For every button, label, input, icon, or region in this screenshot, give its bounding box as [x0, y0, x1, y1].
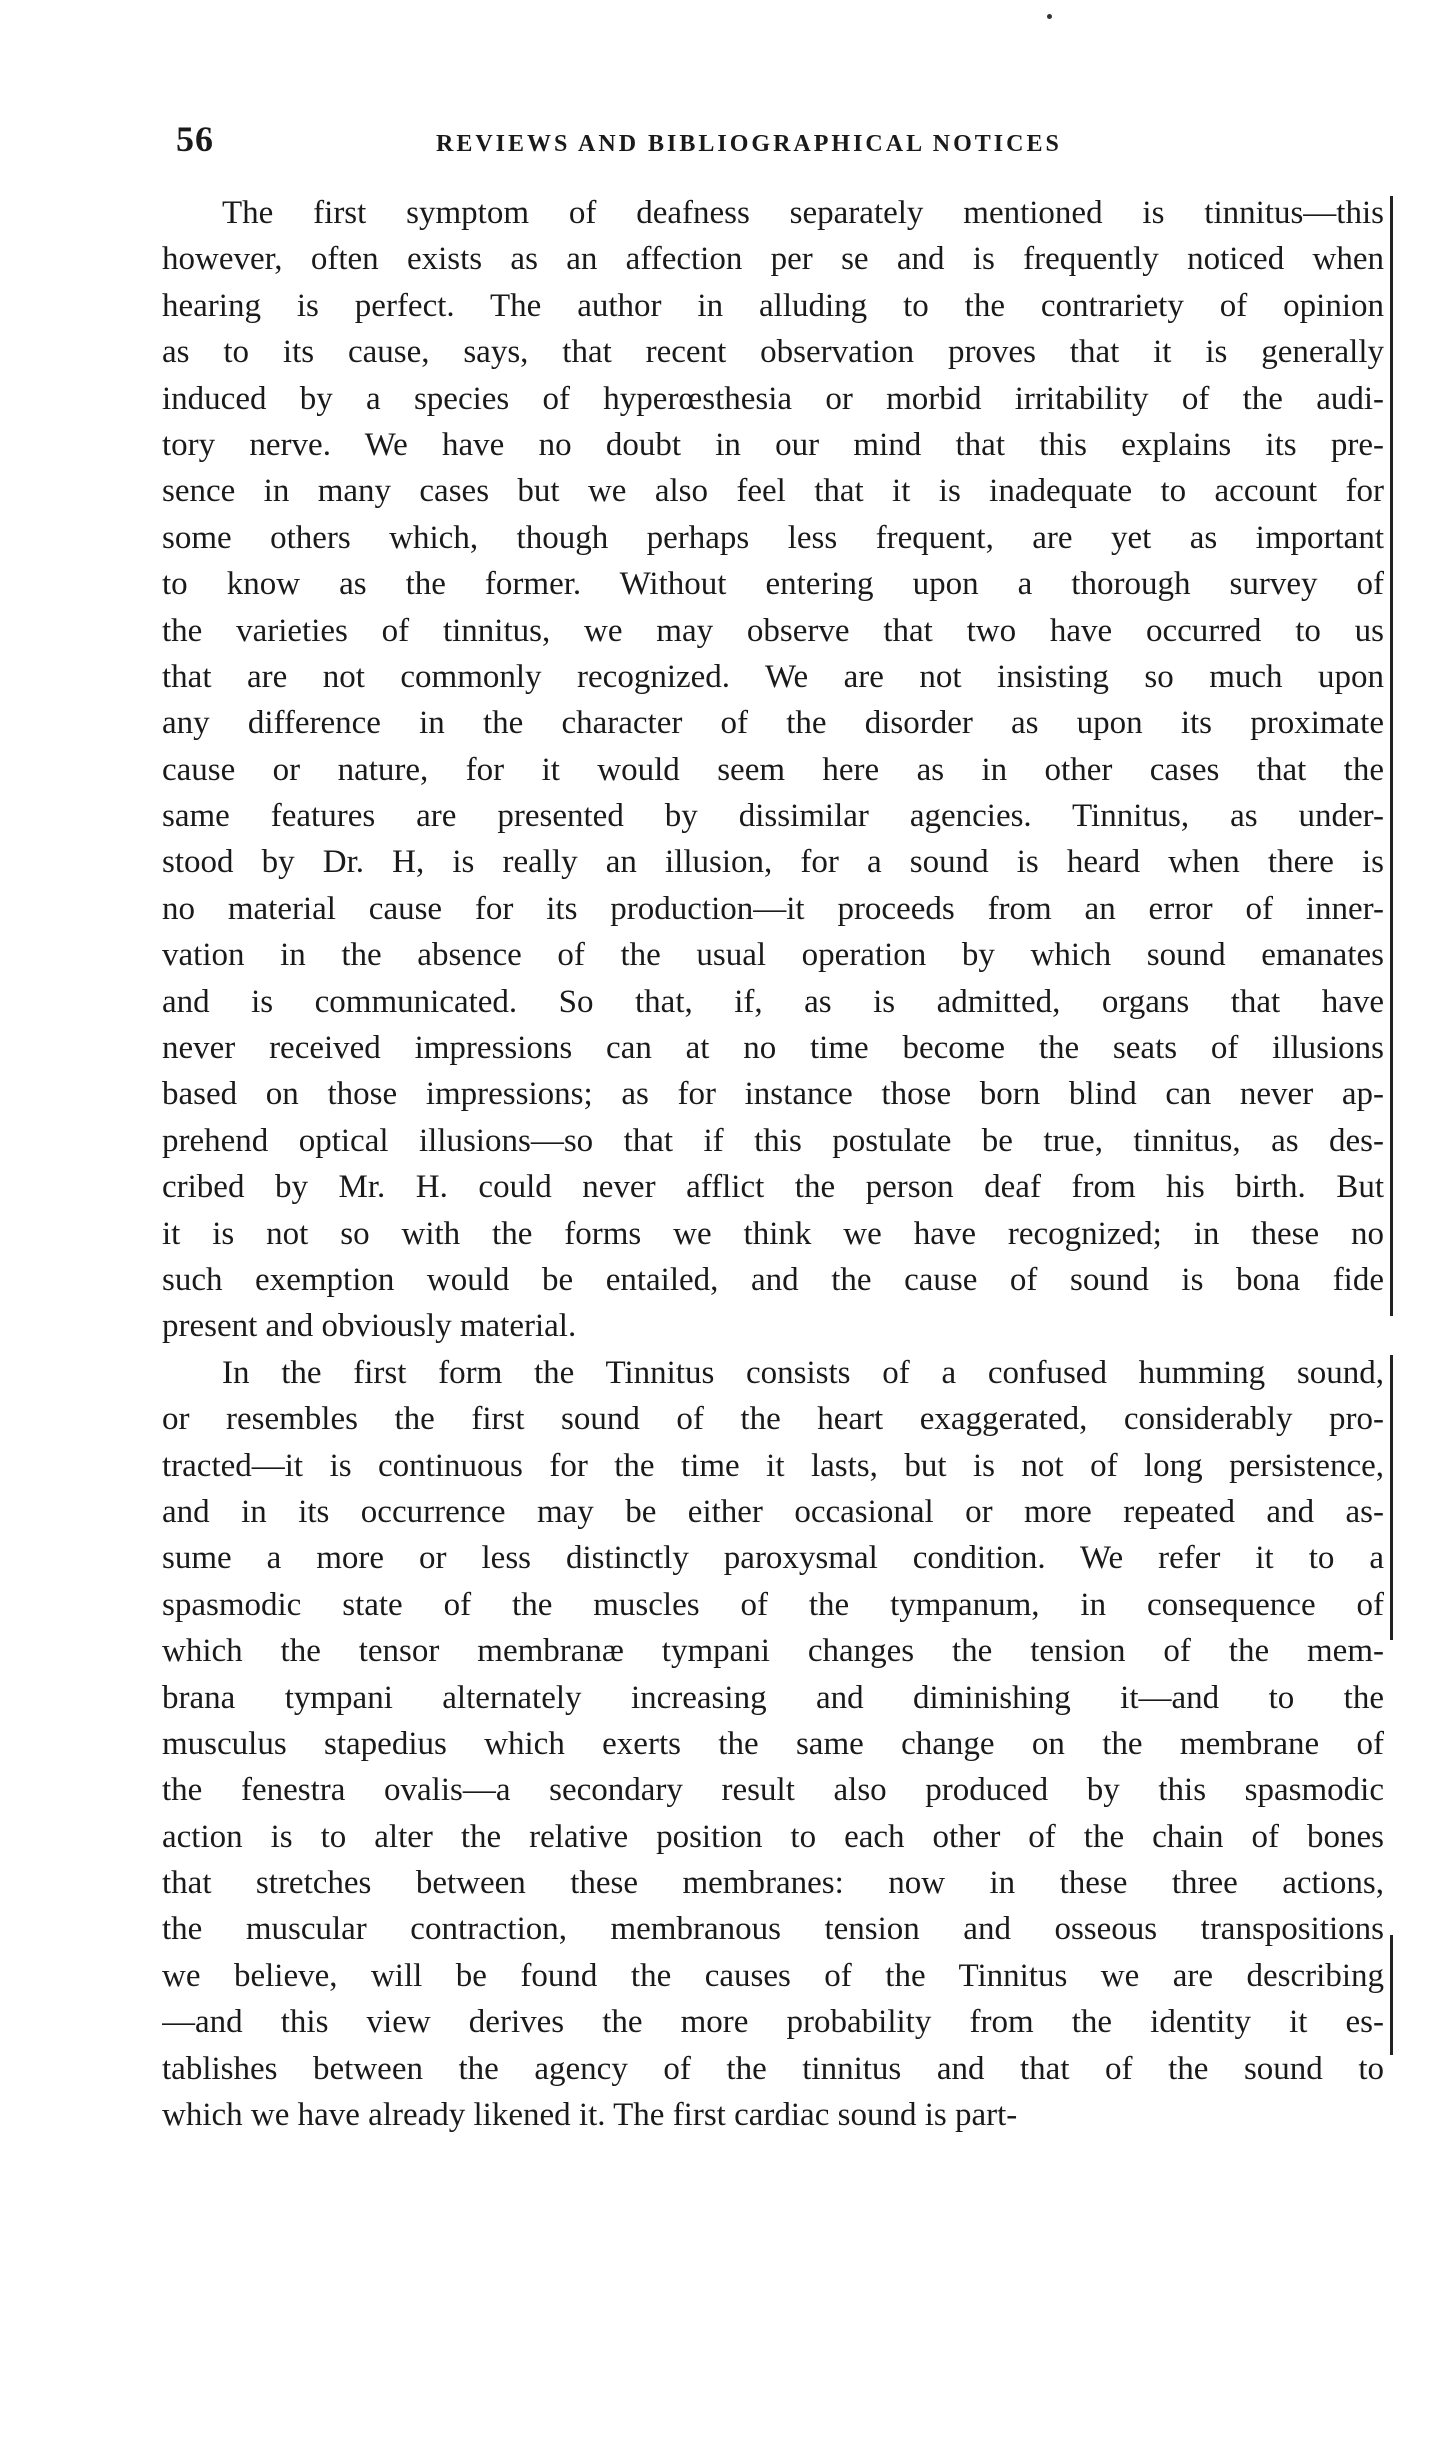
text-line: In the first form the Tinnitus consists of a confused humming sound, [222, 1354, 1384, 1391]
paragraph-1 [162, 190, 1384, 1350]
margin-rule-1 [1390, 196, 1393, 1316]
page-number: 56 [176, 119, 214, 159]
text-line: any difference in the character of the disorder as upon its proximate [162, 705, 1384, 742]
text-line: cause or nature, for it would seem here as in other cases that the [162, 751, 1384, 788]
text-line: sume a more or less distinctly paroxysmal condition. We refer it to a [162, 1540, 1384, 1577]
text-line: such exemption would be entailed, and the cause of sound is bona fide [162, 1261, 1384, 1298]
text-line: prehend optical illusions—so that if this postulate be true, tinnitus, as des- [162, 1122, 1384, 1159]
text-line: to know as the former. Without entering upon a thorough survey of [162, 566, 1384, 603]
text-line: vation in the absence of the usual operation by which sound emanates [162, 937, 1384, 974]
text-line: stood by Dr. H, is really an illusion, for a sound is heard when there is [162, 844, 1384, 881]
text-line: that stretches between these membranes: now in these three actions, [162, 1865, 1384, 1902]
text-line: hearing is perfect. The author in alluding to the contrariety of opinion [162, 287, 1384, 324]
text-line: no material cause for its production—it proceeds from an error of inner- [162, 890, 1384, 927]
text-line: as to its cause, says, that recent observation proves that it is generally [162, 334, 1384, 371]
text-line: spasmodic state of the muscles of the tympanum, in consequence of [162, 1586, 1384, 1623]
text-line: cribed by Mr. H. could never afflict the person deaf from his birth. But [162, 1169, 1384, 1206]
text-line: the muscular contraction, membranous tension and osseous transpositions [162, 1911, 1384, 1948]
text-line: it is not so with the forms we think we have recognized; in these no [162, 1215, 1384, 1252]
text-line: the varieties of tinnitus, we may observe that two have occurred to us [162, 612, 1384, 649]
margin-rule-3 [1390, 1935, 1393, 2055]
text-line: same features are presented by dissimilar agencies. Tinnitus, as under- [162, 798, 1384, 835]
text-line: action is to alter the relative position to each other of the chain of bones [162, 1818, 1384, 1855]
text-line: the fenestra ovalis—a secondary result also produced by this spasmodic [162, 1772, 1384, 1809]
text-line: and in its occurrence may be either occasional or more repeated and as- [162, 1493, 1384, 1530]
text-line: —and this view derives the more probability from the identity it es- [162, 2004, 1384, 2041]
text-line: which we have already likened it. The first cardiac sound is part- [162, 2097, 1018, 2134]
text-line: some others which, though perhaps less frequent, are yet as important [162, 519, 1384, 556]
text-line: present and obviously material. [162, 1308, 577, 1345]
text-line: which the tensor membranæ tympani changes the tension of the mem- [162, 1633, 1384, 1670]
text-line: however, often exists as an affection per se and is frequently noticed when [162, 241, 1384, 278]
text-line: never received impressions can at no time become the seats of illusions [162, 1030, 1384, 1067]
text-line: brana tympani alternately increasing and diminishing it—and to the [162, 1679, 1384, 1716]
text-line: sence in many cases but we also feel that it is inadequate to account for [162, 473, 1384, 510]
text-line: based on those impressions; as for instance those born blind can never ap- [162, 1076, 1384, 1113]
page-header [176, 118, 1176, 162]
text-line: or resembles the first sound of the heart exaggerated, considerably pro- [162, 1401, 1384, 1438]
text-line: we believe, will be found the causes of the Tinnitus we are describing [162, 1957, 1384, 1994]
text-line: The first symptom of deafness separately mentioned is tinnitus—this [222, 195, 1384, 231]
text-line: induced by a species of hyperœsthesia or morbid irritability of the audi- [162, 380, 1384, 417]
text-line: tory nerve. We have no doubt in our mind that this explains its pre- [162, 426, 1384, 463]
text-line: tracted—it is continuous for the time it lasts, but is not of long persistence, [162, 1447, 1384, 1484]
margin-rule-2 [1390, 1355, 1393, 1640]
text-line: musculus stapedius which exerts the same change on the membrane of [162, 1725, 1384, 1762]
text-line: and is communicated. So that, if, as is admitted, organs that have [162, 983, 1384, 1020]
paragraph-2 [162, 1350, 1384, 2139]
body-text [162, 190, 1384, 2138]
page-speck [1047, 14, 1052, 19]
text-line: that are not commonly recognized. We are not insisting so much upon [162, 658, 1384, 695]
running-head: REVIEWS AND BIBLIOGRAPHICAL NOTICES [436, 131, 1062, 157]
text-line: tablishes between the agency of the tinnitus and that of the sound to [162, 2050, 1384, 2087]
